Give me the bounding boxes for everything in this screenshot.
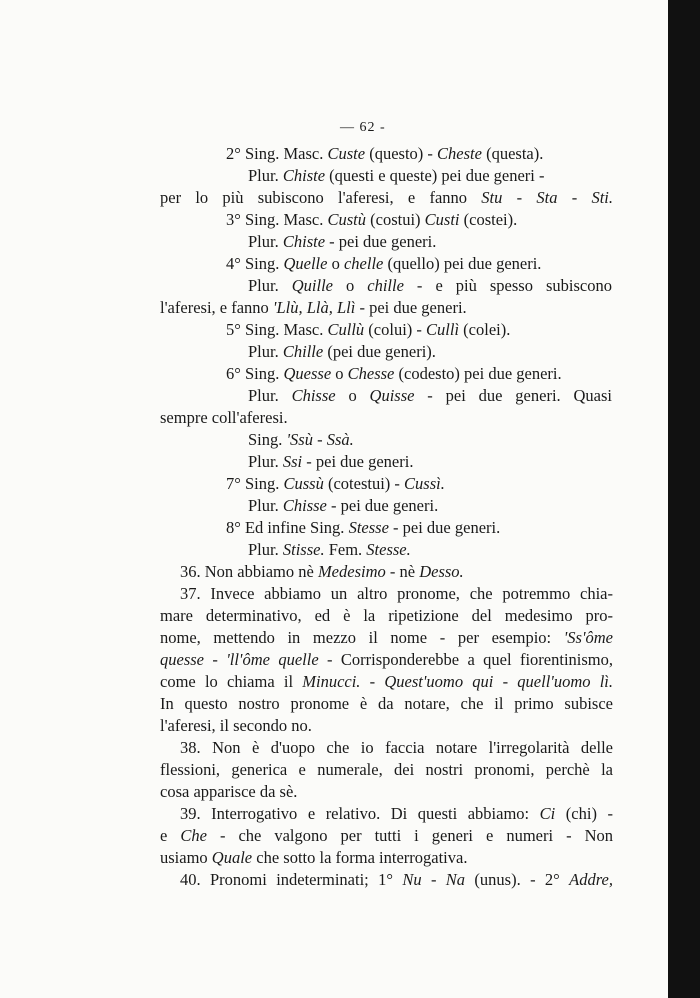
text-segment: 2° Sing. Masc. bbox=[226, 144, 328, 163]
text-segment: 40. Pronomi indeterminati; 1° bbox=[180, 870, 403, 889]
italic-word: Chiste bbox=[282, 232, 326, 251]
text-segment: o bbox=[331, 364, 348, 383]
italic-word: Cheste bbox=[437, 144, 482, 163]
text-segment: o bbox=[332, 276, 368, 295]
text-line bbox=[160, 407, 288, 429]
text-line bbox=[226, 363, 562, 385]
text-line bbox=[226, 517, 500, 539]
italic-word: Custù bbox=[327, 210, 366, 229]
text-segment: 5° Sing. Masc. bbox=[226, 320, 328, 339]
text-segment: Plur. bbox=[248, 386, 292, 405]
text-segment: nome, mettendo in mezzo il nome - per esempio: bbox=[160, 628, 564, 647]
text-segment: 3° Sing. Masc. bbox=[226, 210, 328, 229]
text-line bbox=[180, 561, 464, 583]
text-line bbox=[160, 715, 312, 737]
italic-word: 'Ss'ôme bbox=[563, 628, 613, 647]
scan-edge bbox=[668, 0, 700, 998]
italic-word: Quesse bbox=[283, 364, 332, 383]
text-line bbox=[180, 737, 613, 759]
text-segment: Plur. bbox=[248, 232, 283, 251]
text-line bbox=[160, 627, 613, 649]
text-segment: Plur. bbox=[248, 166, 283, 185]
italic-word: 'Llù, Llà, Llì bbox=[272, 298, 356, 317]
italic-word: Stesse. bbox=[366, 540, 411, 559]
text-segment: - pei due generi. bbox=[326, 496, 439, 515]
italic-word: Chisse bbox=[282, 496, 327, 515]
italic-word: Cullì bbox=[426, 320, 460, 339]
italic-word: Custi bbox=[424, 210, 460, 229]
text-segment: (codesto) pei due generi. bbox=[394, 364, 562, 383]
text-segment: e bbox=[160, 826, 181, 845]
text-segment: 37. Invece abbiamo un altro pronome, che potremmo chia- bbox=[180, 584, 613, 603]
text-segment: mare determinativo, ed è la ripetizione del medesimo pro- bbox=[160, 606, 613, 625]
text-line bbox=[248, 385, 612, 407]
italic-word: Chille bbox=[282, 342, 324, 361]
text-line bbox=[180, 583, 613, 605]
italic-word: chille bbox=[367, 276, 404, 295]
italic-word: Cussì. bbox=[404, 474, 445, 493]
text-line bbox=[226, 473, 445, 495]
text-segment: (questa). bbox=[481, 144, 544, 163]
italic-word: Nu - Na bbox=[402, 870, 466, 889]
italic-word: chelle bbox=[343, 254, 384, 273]
text-segment: 6° Sing. bbox=[226, 364, 284, 383]
text-line bbox=[160, 781, 297, 803]
text-segment: In questo nostro pronome è da notare, che il primo subisce bbox=[160, 694, 613, 713]
text-segment: l'aferesi, e fanno bbox=[160, 298, 273, 317]
text-segment: 7° Sing. bbox=[226, 474, 284, 493]
text-line bbox=[226, 253, 541, 275]
text-segment: Plur. bbox=[248, 540, 283, 559]
italic-word: Custe bbox=[327, 144, 366, 163]
text-line bbox=[248, 495, 438, 517]
text-line bbox=[248, 275, 612, 297]
text-segment: - pei due generi. Quasi bbox=[414, 386, 612, 405]
text-segment: - pei due generi. bbox=[302, 452, 414, 471]
text-segment: o bbox=[335, 386, 370, 405]
text-segment: - Corrisponderebbe a quel fiorentinismo, bbox=[318, 650, 613, 669]
italic-word: Cussù bbox=[283, 474, 324, 493]
text-segment: o bbox=[327, 254, 344, 273]
italic-word: Quale bbox=[211, 848, 253, 867]
text-line bbox=[160, 825, 613, 847]
italic-word: Stesse bbox=[348, 518, 389, 537]
text-segment: - nè bbox=[385, 562, 420, 581]
text-segment: (costui) bbox=[366, 210, 425, 229]
text-segment: 38. Non è d'uopo che io faccia notare l'irregolarità delle bbox=[180, 738, 613, 757]
italic-word: Addre, bbox=[569, 870, 613, 889]
text-line bbox=[226, 319, 510, 341]
italic-word: quesse - 'll'ôme quelle bbox=[160, 650, 319, 669]
text-line bbox=[160, 297, 467, 319]
text-segment: (pei due generi). bbox=[323, 342, 436, 361]
text-segment: che sotto la forma interrogativa. bbox=[252, 848, 468, 867]
text-segment: l'aferesi, il secondo no. bbox=[160, 716, 312, 735]
text-segment: (quello) pei due generi. bbox=[383, 254, 542, 273]
text-segment: sempre coll'aferesi. bbox=[160, 408, 288, 427]
text-line bbox=[160, 605, 613, 627]
text-line bbox=[160, 693, 613, 715]
italic-word: Ci bbox=[539, 804, 556, 823]
italic-word: Stu - Sta - Sti. bbox=[481, 188, 614, 207]
italic-word: Minucci. bbox=[302, 672, 361, 691]
text-segment: 39. Interrogativo e relativo. Di questi abbiamo: bbox=[180, 804, 540, 823]
text-segment: Plur. bbox=[248, 276, 292, 295]
italic-word: Quest'uomo qui - quell'uomo lì. bbox=[384, 672, 613, 691]
text-segment: (costei). bbox=[459, 210, 518, 229]
text-segment: - e più spesso subiscono bbox=[403, 276, 612, 295]
text-segment: Sing. bbox=[248, 430, 287, 449]
text-segment: - pei due generi. bbox=[355, 298, 467, 317]
italic-word: 'Ssù - Ssà. bbox=[286, 430, 354, 449]
text-segment: - pei due generi. bbox=[388, 518, 501, 537]
italic-word: Quelle bbox=[283, 254, 328, 273]
text-segment: Plur. bbox=[248, 342, 283, 361]
text-line bbox=[180, 803, 613, 825]
text-segment: (unus). - 2° bbox=[465, 870, 570, 889]
text-line bbox=[160, 759, 613, 781]
text-segment: 8° Ed infine Sing. bbox=[226, 518, 349, 537]
italic-word: Cullù bbox=[327, 320, 365, 339]
text-segment: (cotestui) - bbox=[323, 474, 405, 493]
text-segment: (chi) - bbox=[555, 804, 613, 823]
italic-word: Chisse bbox=[291, 386, 336, 405]
text-line bbox=[160, 649, 613, 671]
text-segment: (colei). bbox=[459, 320, 511, 339]
text-segment: Plur. bbox=[248, 496, 283, 515]
text-segment: (colui) - bbox=[364, 320, 427, 339]
text-segment: (questo) - bbox=[365, 144, 438, 163]
text-line bbox=[226, 143, 543, 165]
text-segment: come lo chiama il bbox=[160, 672, 303, 691]
text-segment: flessioni, generica e numerale, dei nostri pronomi, perchè la bbox=[160, 760, 613, 779]
italic-word: Quille bbox=[291, 276, 333, 295]
text-segment: - che valgono per tutti i generi e numeri - Non bbox=[206, 826, 613, 845]
text-segment: 36. Non abbiamo nè bbox=[180, 562, 318, 581]
text-line bbox=[160, 847, 467, 869]
page-number: — 62 - bbox=[340, 120, 386, 135]
text-line bbox=[248, 341, 436, 363]
text-segment: Fem. bbox=[324, 540, 367, 559]
italic-word: Desso. bbox=[419, 562, 464, 581]
italic-word: Chiste bbox=[282, 166, 326, 185]
italic-word: Ssi bbox=[282, 452, 303, 471]
text-segment: (questi e queste) pei due generi - bbox=[325, 166, 545, 185]
text-segment: 4° Sing. bbox=[226, 254, 284, 273]
text-segment: cosa apparisce da sè. bbox=[160, 782, 298, 801]
italic-word: Chesse bbox=[347, 364, 395, 383]
text-line bbox=[226, 209, 517, 231]
italic-word: Medesimo bbox=[317, 562, 386, 581]
text-line bbox=[248, 165, 545, 187]
text-line bbox=[160, 671, 613, 693]
text-line bbox=[248, 231, 436, 253]
text-line bbox=[248, 539, 411, 561]
text-segment: per lo più subiscono l'aferesi, e fanno bbox=[160, 188, 482, 207]
text-line bbox=[160, 187, 613, 209]
italic-word: Che bbox=[180, 826, 207, 845]
text-line bbox=[180, 869, 613, 891]
text-segment: - pei due generi. bbox=[325, 232, 437, 251]
italic-word: Stisse. bbox=[282, 540, 325, 559]
text-segment: usiamo bbox=[160, 848, 212, 867]
italic-word: Quisse bbox=[369, 386, 415, 405]
text-line bbox=[248, 429, 354, 451]
text-segment: - bbox=[360, 672, 385, 691]
text-segment: Plur. bbox=[248, 452, 283, 471]
text-line bbox=[248, 451, 413, 473]
